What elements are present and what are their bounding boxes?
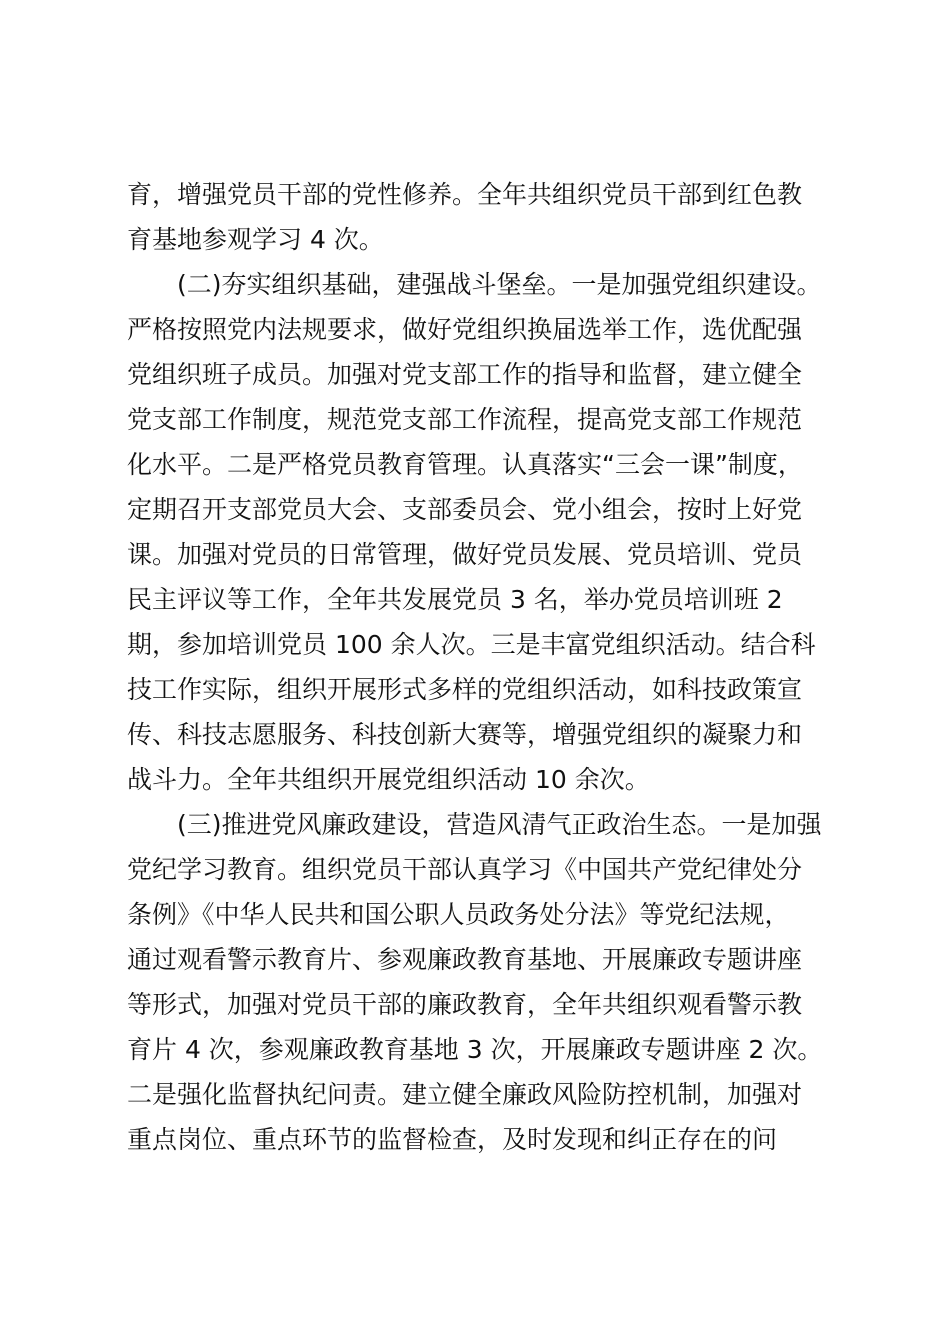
paragraph-2-line-6: 定期召开支部党员大会、支部委员会、党小组会，按时上好党: [127, 495, 803, 524]
paragraph-2-line-10: 技工作实际，组织开展形式多样的党组织活动，如科技政策宣: [127, 675, 803, 704]
document-body: [127, 172, 827, 1162]
paragraph-3-line-2: 党纪学习教育。组织党员干部认真学习《中国共产党纪律处分: [127, 855, 803, 884]
paragraph-1-line-1: 育，增强党员干部的党性修养。全年共组织党员干部到红色教: [127, 180, 803, 209]
paragraph-3-line-5: 等形式，加强对党员干部的廉政教育，全年共组织观看警示教: [127, 990, 803, 1019]
paragraph-2-line-11: 传、科技志愿服务、科技创新大赛等，增强党组织的凝聚力和: [127, 720, 803, 749]
paragraph-2-line-1: (二)夯实组织基础，建强战斗堡垒。一是加强党组织建设。: [177, 270, 822, 299]
paragraph-2-line-4: 党支部工作制度，规范党支部工作流程，提高党支部工作规范: [127, 405, 803, 434]
paragraph-1-line-2: 育基地参观学习 4 次。: [127, 225, 384, 254]
paragraph-2-line-7: 课。加强对党员的日常管理，做好党员发展、党员培训、党员: [127, 540, 803, 569]
paragraph-2-line-5: 化水平。二是严格党员教育管理。认真落实“三会一课”制度，: [127, 450, 803, 479]
paragraph-2-line-8: 民主评议等工作，全年共发展党员 3 名，举办党员培训班 2: [127, 585, 783, 614]
paragraph-3-line-8: 重点岗位、重点环节的监督检查，及时发现和纠正存在的问: [127, 1125, 778, 1154]
paragraph-3-line-7: 二是强化监督执纪问责。建立健全廉政风险防控机制，加强对: [127, 1080, 803, 1109]
paragraph-2-line-12: 战斗力。全年共组织开展党组织活动 10 余次。: [127, 765, 650, 794]
paragraph-3-line-4: 通过观看警示教育片、参观廉政教育基地、开展廉政专题讲座: [127, 945, 803, 974]
paragraph-2-line-9: 期，参加培训党员 100 余人次。三是丰富党组织活动。结合科: [127, 630, 816, 659]
paragraph-2-line-3: 党组织班子成员。加强对党支部工作的指导和监督，建立健全: [127, 360, 803, 389]
paragraph-3-line-3: 条例》《中华人民共和国公职人员政务处分法》等党纪法规，: [127, 900, 790, 929]
paragraph-2-line-2: 严格按照党内法规要求，做好党组织换届选举工作，选优配强: [127, 315, 803, 344]
paragraph-3-line-6: 育片 4 次，参观廉政教育基地 3 次，开展廉政专题讲座 2 次。: [127, 1035, 823, 1064]
paragraph-3-line-1: (三)推进党风廉政建设，营造风清气正政治生态。一是加强: [177, 810, 822, 839]
